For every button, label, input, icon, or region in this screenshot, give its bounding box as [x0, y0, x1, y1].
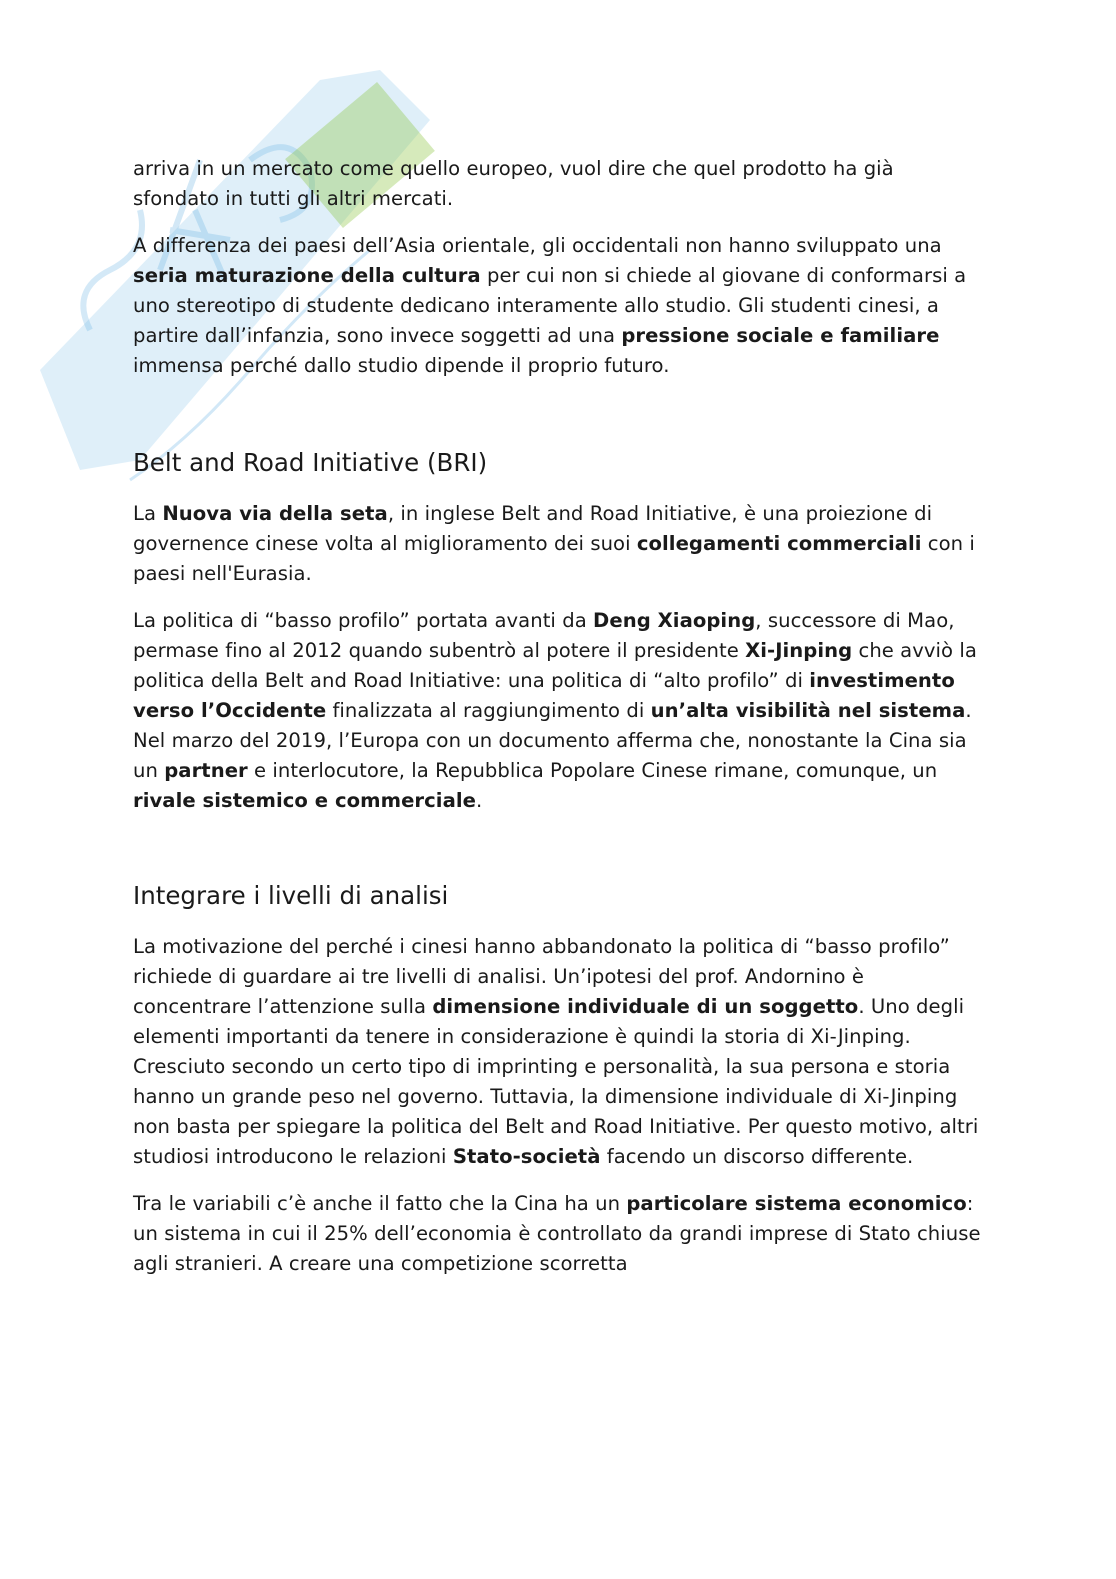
- text-run: .: [475, 789, 483, 812]
- text-run: , in inglese Belt and Road Initiative, è una proiezione di governence cinese volta al miglioramento dei suoi: [133, 502, 933, 555]
- body-paragraph: [133, 606, 983, 816]
- text-run: facendo un discorso differente.: [600, 1145, 914, 1168]
- bold-text: Stato-società: [452, 1145, 601, 1168]
- text-run: La: [133, 502, 163, 525]
- text-run: : un sistema in cui il 25% dell’economia è controllato da grandi imprese di Stato chiuse agli stranieri. A creare una competizione scorretta: [133, 1192, 981, 1275]
- body-paragraph: [133, 499, 983, 589]
- body-paragraph: [133, 231, 983, 381]
- body-paragraph: [133, 154, 983, 214]
- document-page: [133, 154, 983, 1296]
- bold-text: Deng Xiaoping: [593, 609, 756, 632]
- section-heading: Integrare i livelli di analisi: [133, 881, 449, 910]
- section-heading: Belt and Road Initiative (BRI): [133, 448, 488, 477]
- bold-text: partner: [164, 759, 248, 782]
- bold-text: Nuova via della seta: [162, 502, 388, 525]
- text-run: La politica di “basso profilo” portata avanti da: [133, 609, 594, 632]
- bold-text: investimento verso l’Occidente: [133, 669, 955, 722]
- text-run: arriva in un mercato come quello europeo, vuol dire che quel prodotto ha già sfondato in tutti gli altri mercati.: [133, 157, 894, 210]
- text-run: A differenza dei paesi dell’Asia orientale, gli occidentali non hanno sviluppato una: [133, 234, 942, 257]
- bold-text: un’alta visibilità nel sistema: [650, 699, 966, 722]
- body-paragraph: [133, 932, 983, 1172]
- text-run: immensa perché dallo studio dipende il proprio futuro.: [133, 354, 670, 377]
- text-run: con i paesi nell'Eurasia.: [133, 532, 975, 585]
- bold-text: seria maturazione della cultura: [133, 264, 481, 287]
- bold-text: dimensione individuale di un soggetto: [432, 995, 859, 1018]
- bold-text: collegamenti commerciali: [636, 532, 922, 555]
- text-run: La motivazione del perché i cinesi hanno abbandonato la politica di “basso profilo” richiede di guardare ai tre livelli di analisi. Un’ipotesi del prof. Andornino è concentrare l’attenzione sulla: [133, 935, 950, 1018]
- text-run: che avviò la politica della Belt and Road Initiative: una politica di “alto profilo” di: [133, 639, 977, 692]
- bold-text: pressione sociale e familiare: [621, 324, 940, 347]
- bold-text: Xi-Jinping: [745, 639, 853, 662]
- bold-text: particolare sistema economico: [626, 1192, 967, 1215]
- text-run: . Nel marzo del 2019, l’Europa con un documento afferma che, nonostante la Cina sia un: [133, 699, 972, 782]
- body-paragraph: [133, 1189, 983, 1279]
- text-run: Tra le variabili c’è anche il fatto che la Cina ha un: [133, 1192, 627, 1215]
- bold-text: rivale sistemico e commerciale: [133, 789, 476, 812]
- text-run: finalizzata al raggiungimento di: [326, 699, 651, 722]
- text-run: . Uno degli elementi importanti da tenere in considerazione è quindi la storia di Xi-Jinping. Cresciuto secondo un certo tipo di imprinting e personalità, la sua persona e storia hanno un grande peso nel governo. Tuttavia, la dimensione individuale di Xi-Jinping non basta per spiegare la politica del Belt and Road Initiative. Per questo motivo, altri studiosi introducono le relazioni: [133, 995, 979, 1168]
- text-run: e interlocutore, la Repubblica Popolare Cinese rimane, comunque, un: [247, 759, 938, 782]
- text-run: , successore di Mao, permase fino al 2012 quando subentrò al potere il presidente: [133, 609, 955, 662]
- text-run: per cui non si chiede al giovane di conformarsi a uno stereotipo di studente dedicano interamente allo studio. Gli studenti cinesi, a partire dall’infanzia, sono invece soggetti ad una: [133, 264, 967, 347]
